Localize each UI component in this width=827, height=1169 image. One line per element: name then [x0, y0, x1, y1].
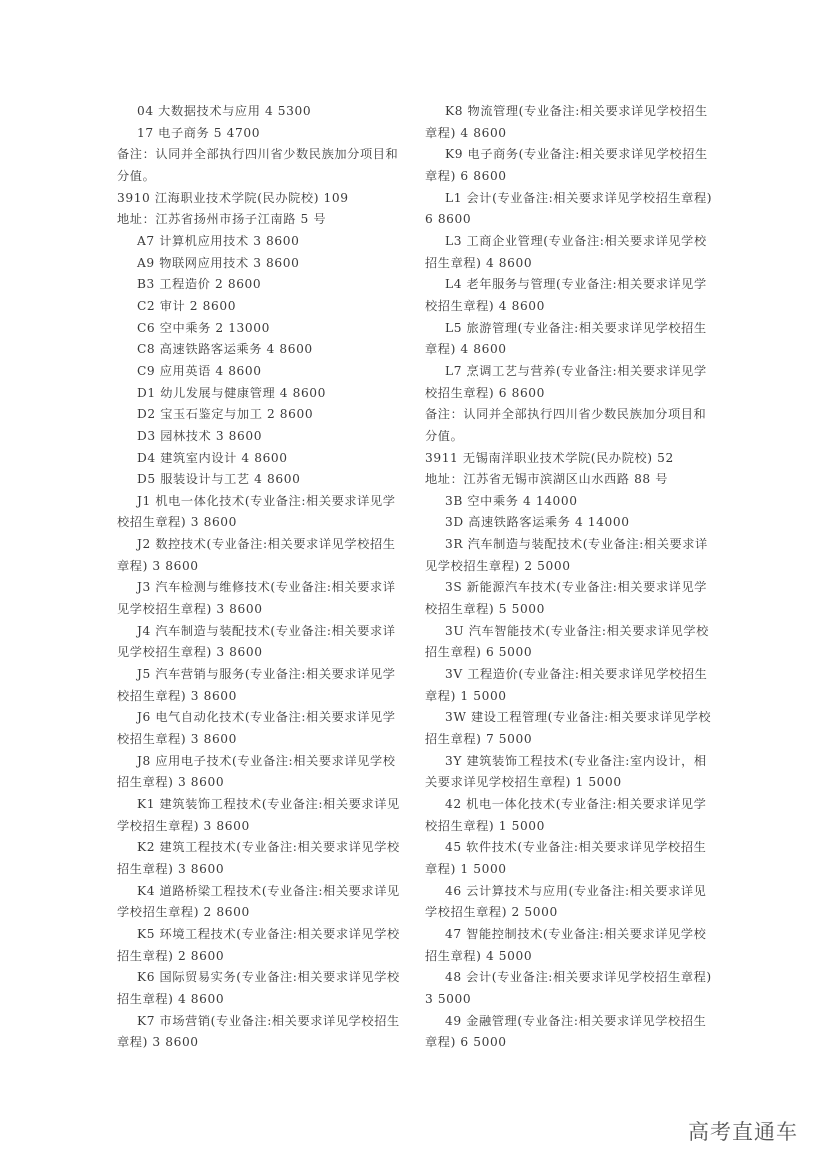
major-entry: [425, 577, 725, 620]
major-entry: [425, 967, 725, 1010]
text-line: 42 机电一体化技术(专业备注:相关要求详见学: [445, 797, 707, 811]
major-entry: [425, 512, 725, 534]
major-entry: [425, 794, 725, 837]
major-entry: [425, 534, 725, 577]
text-line: L5 旅游管理(专业备注:相关要求详见学校招生: [445, 320, 707, 335]
text-line: 见学校招生章程) 3 8600: [117, 602, 263, 617]
text-line: 学校招生章程) 3 8600: [117, 818, 250, 833]
text-line: A7 计算机应用技术 3 8600: [137, 233, 300, 248]
text-line: 章程) 6 5000: [425, 1035, 507, 1050]
text-line: 04 大数据技术与应用 4 5300: [137, 104, 312, 118]
text-line: 章程) 4 8600: [425, 342, 507, 357]
major-entry: [425, 231, 725, 274]
text-line: 3 5000: [425, 991, 472, 1006]
major-entry: [425, 621, 725, 664]
major-entry: [117, 1011, 417, 1054]
major-entry: [117, 837, 417, 880]
major-entry: [425, 101, 725, 144]
text-line: C2 审计 2 8600: [137, 298, 237, 313]
major-entry: [425, 664, 725, 707]
text-line: K5 环境工程技术(专业备注:相关要求详见学校: [137, 926, 400, 941]
text-line: 招生章程) 2 8600: [117, 948, 225, 963]
major-entry: [117, 751, 417, 794]
note-entry: [117, 144, 417, 187]
text-line: 章程) 6 8600: [425, 168, 507, 183]
text-line: D3 园林技术 3 8600: [137, 428, 263, 443]
text-line: 3V 工程造价(专业备注:相关要求详见学校招生: [445, 667, 708, 682]
text-line: 3Y 建筑装饰工程技术(专业备注:室内设计，相: [445, 753, 707, 768]
major-entry: [117, 339, 417, 361]
text-line: 章程) 1 5000: [425, 861, 507, 876]
major-entry: [117, 924, 417, 967]
text-line: 3W 建设工程管理(专业备注:相关要求详见学校: [445, 710, 712, 725]
text-line: 招生章程) 4 8600: [117, 991, 225, 1006]
text-line: 招生章程) 7 5000: [425, 732, 533, 747]
major-entry: [425, 1011, 725, 1054]
text-line: A9 物联网应用技术 3 8600: [137, 255, 300, 270]
text-line: 招生章程) 4 5000: [425, 948, 533, 963]
text-line: 6 8600: [425, 212, 472, 227]
text-line: 3B 空中乘务 4 14000: [445, 493, 578, 508]
text-line: 校招生章程) 6 8600: [425, 385, 546, 400]
text-line: 分值。: [425, 428, 464, 443]
note-entry: [425, 404, 725, 447]
text-line: 章程) 4 8600: [425, 125, 507, 140]
major-entry: [425, 274, 725, 317]
major-entry: [117, 404, 417, 426]
text-line: 校招生章程) 5 5000: [425, 602, 546, 617]
major-entry: [117, 967, 417, 1010]
text-line: 章程) 3 8600: [117, 1035, 199, 1050]
major-entry: [425, 144, 725, 187]
text-line: K8 物流管理(专业备注:相关要求详见学校招生: [445, 104, 708, 118]
major-entry: [117, 274, 417, 296]
text-line: 学校招生章程) 2 8600: [117, 905, 250, 920]
major-entry: [117, 707, 417, 750]
major-entry: [425, 837, 725, 880]
right-column: [425, 101, 725, 1054]
text-line: L4 老年服务与管理(专业备注:相关要求详见学: [445, 277, 707, 292]
text-line: 招生章程) 6 5000: [425, 645, 533, 660]
address-entry: [425, 469, 725, 491]
text-line: D1 幼儿发展与健康管理 4 8600: [137, 385, 327, 400]
major-entry: [425, 491, 725, 513]
text-line: J5 汽车营销与服务(专业备注:相关要求详见学: [137, 667, 396, 682]
text-line: 校招生章程) 1 5000: [425, 818, 546, 833]
text-line: 校招生章程) 3 8600: [117, 732, 238, 747]
major-entry: [425, 361, 725, 404]
watermark-logo: 高考直通车: [688, 1120, 798, 1144]
text-line: 备注：认同并全部执行四川省少数民族加分项目和: [117, 147, 399, 162]
text-line: 3R 汽车制造与装配技术(专业备注:相关要求详: [445, 537, 708, 552]
text-line: 地址：江苏省无锡市滨湖区山水西路 88 号: [425, 472, 669, 487]
major-entry: [117, 491, 417, 534]
text-line: 招生章程) 4 8600: [425, 255, 533, 270]
major-entry: [425, 751, 725, 794]
text-line: K4 道路桥梁工程技术(专业备注:相关要求详见: [137, 883, 400, 898]
text-line: 48 会计(专业备注:相关要求详见学校招生章程): [445, 970, 712, 985]
left-column: [117, 101, 417, 1054]
text-line: 校招生章程) 3 8600: [117, 688, 238, 703]
major-entry: [117, 101, 417, 123]
school-entry: [425, 448, 725, 470]
text-line: 分值。: [117, 168, 156, 183]
text-line: 见学校招生章程) 3 8600: [117, 645, 263, 660]
major-entry: [425, 881, 725, 924]
text-line: J6 电气自动化技术(专业备注:相关要求详见学: [137, 710, 396, 725]
major-entry: [117, 253, 417, 275]
major-entry: [425, 188, 725, 231]
major-entry: [117, 296, 417, 318]
text-line: L3 工商企业管理(专业备注:相关要求详见学校: [445, 233, 707, 248]
text-line: J2 数控技术(专业备注:相关要求详见学校招生: [137, 537, 396, 552]
major-entry: [117, 469, 417, 491]
major-entry: [117, 664, 417, 707]
text-line: 见学校招生章程) 2 5000: [425, 558, 571, 573]
text-line: 备注：认同并全部执行四川省少数民族加分项目和: [425, 407, 707, 422]
text-line: K6 国际贸易实务(专业备注:相关要求详见学校: [137, 970, 400, 985]
major-entry: [425, 318, 725, 361]
text-line: K7 市场营销(专业备注:相关要求详见学校招生: [137, 1013, 400, 1028]
major-entry: [425, 707, 725, 750]
text-line: 17 电子商务 5 4700: [137, 125, 261, 140]
text-line: C6 空中乘务 2 13000: [137, 320, 270, 335]
text-line: 校招生章程) 4 8600: [425, 298, 546, 313]
school-entry: [117, 188, 417, 210]
text-line: 招生章程) 3 8600: [117, 775, 225, 790]
text-line: B3 工程造价 2 8600: [137, 277, 262, 292]
address-entry: [117, 209, 417, 231]
major-entry: [117, 794, 417, 837]
text-line: J1 机电一体化技术(专业备注:相关要求详见学: [137, 493, 396, 508]
text-line: D4 建筑室内设计 4 8600: [137, 450, 288, 465]
text-line: K1 建筑装饰工程技术(专业备注:相关要求详见: [137, 797, 400, 811]
major-entry: [117, 231, 417, 253]
text-line: J8 应用电子技术(专业备注:相关要求详见学校: [137, 753, 396, 768]
text-line: 45 软件技术(专业备注:相关要求详见学校招生: [445, 840, 707, 855]
text-line: J3 汽车检测与维修技术(专业备注:相关要求详: [137, 580, 396, 595]
text-line: L1 会计(专业备注:相关要求详见学校招生章程): [445, 190, 713, 205]
text-line: 3910 江海职业技术学院(民办院校) 109: [117, 190, 349, 205]
text-line: 章程) 3 8600: [117, 558, 199, 573]
major-entry: [117, 881, 417, 924]
text-line: 招生章程) 3 8600: [117, 861, 225, 876]
text-line: 学校招生章程) 2 5000: [425, 905, 558, 920]
text-line: K9 电子商务(专业备注:相关要求详见学校招生: [445, 147, 708, 162]
text-line: 3D 高速铁路客运乘务 4 14000: [445, 515, 630, 530]
text-line: J4 汽车制造与装配技术(专业备注:相关要求详: [137, 623, 396, 638]
major-entry: [117, 383, 417, 405]
text-line: D2 宝玉石鉴定与加工 2 8600: [137, 407, 314, 422]
text-line: 地址：江苏省扬州市扬子江南路 5 号: [117, 212, 327, 227]
text-line: 3S 新能源汽车技术(专业备注:相关要求详见学: [445, 580, 708, 595]
text-line: 章程) 1 5000: [425, 688, 507, 703]
text-line: D5 服装设计与工艺 4 8600: [137, 472, 301, 487]
text-line: K2 建筑工程技术(专业备注:相关要求详见学校: [137, 840, 400, 855]
major-entry: [117, 318, 417, 340]
major-entry: [117, 361, 417, 383]
major-entry: [425, 924, 725, 967]
major-entry: [117, 448, 417, 470]
major-entry: [117, 426, 417, 448]
text-line: 3U 汽车智能技术(专业备注:相关要求详见学校: [445, 623, 709, 638]
major-entry: [117, 621, 417, 664]
text-line: 49 金融管理(专业备注:相关要求详见学校招生: [445, 1013, 707, 1028]
text-line: 3911 无锡南洋职业技术学院(民办院校) 52: [425, 450, 674, 465]
text-line: L7 烹调工艺与营养(专业备注:相关要求详见学: [445, 363, 707, 378]
text-line: C9 应用英语 4 8600: [137, 363, 262, 378]
major-entry: [117, 123, 417, 145]
text-line: C8 高速铁路客运乘务 4 8600: [137, 342, 313, 357]
text-line: 关要求详见学校招生章程) 1 5000: [425, 775, 622, 790]
text-line: 46 云计算技术与应用(专业备注:相关要求详见: [445, 883, 707, 898]
major-entry: [117, 577, 417, 620]
text-line: 47 智能控制技术(专业备注:相关要求详见学校: [445, 926, 707, 941]
major-entry: [117, 534, 417, 577]
text-line: 校招生章程) 3 8600: [117, 515, 238, 530]
